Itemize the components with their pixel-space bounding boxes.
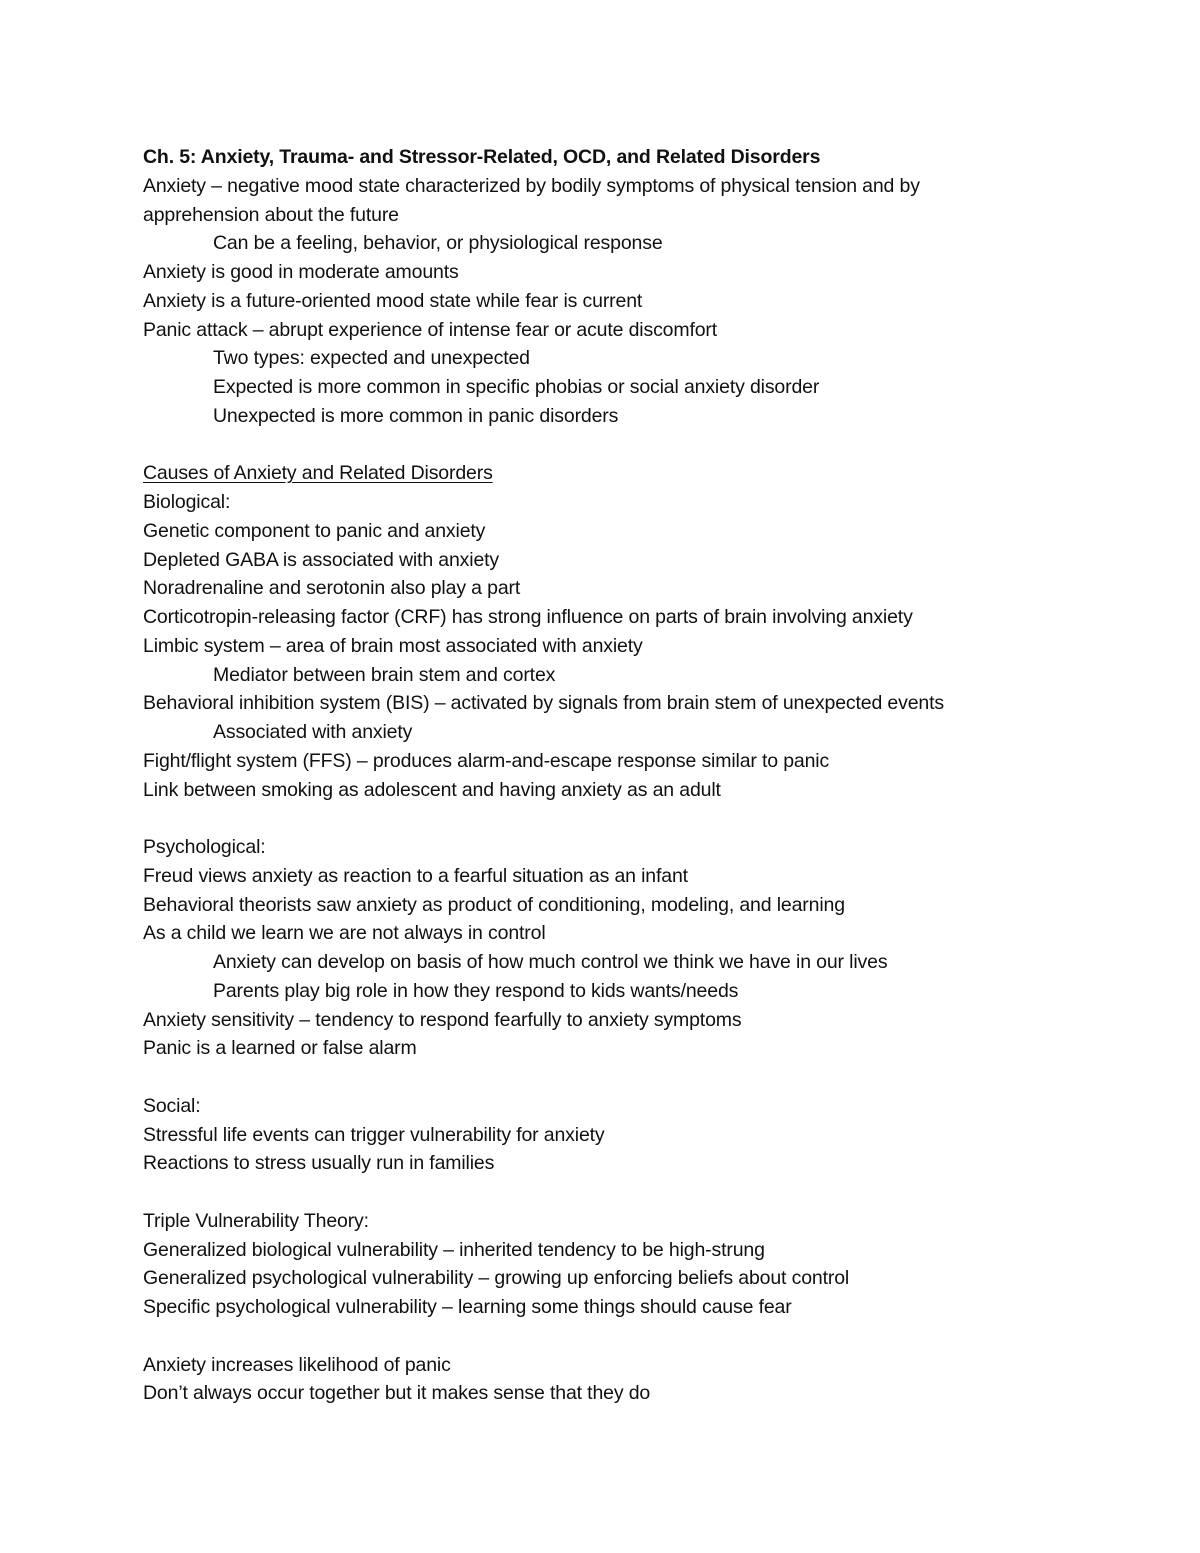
note-line: Anxiety increases likelihood of panic xyxy=(143,1353,451,1376)
note-line: Anxiety is a future-oriented mood state while fear is current xyxy=(143,289,643,312)
indented-note: Expected is more common in specific phobias or social anxiety disorder xyxy=(213,376,820,398)
blank-line xyxy=(143,431,1123,460)
definition-line: Generalized biological vulnerability – inherited tendency to be high-strung xyxy=(143,1238,765,1261)
definition-line: apprehension about the future xyxy=(143,203,399,226)
indented-note: Unexpected is more common in panic disorders xyxy=(213,404,619,427)
definition-line: Specific psychological vulnerability – learning some things should cause fear xyxy=(143,1296,792,1318)
definition-line: Panic attack – abrupt experience of intense fear or acute discomfort xyxy=(143,318,718,341)
blank-line xyxy=(143,1063,1123,1092)
definition-line: Limbic system – area of brain most associated with anxiety xyxy=(143,634,643,657)
note-line: Corticotropin-releasing factor (CRF) has strong influence on parts of brain involving anxiety xyxy=(143,606,913,628)
blank-line xyxy=(143,1178,1123,1207)
section-heading-causes: Causes of Anxiety and Related Disorders xyxy=(143,462,493,485)
subsection-label-biological: Biological: xyxy=(143,491,231,513)
blank-line xyxy=(143,1322,1123,1351)
indented-note: Anxiety can develop on basis of how much control we think we have in our lives xyxy=(213,951,888,973)
indented-note: Mediator between brain stem and cortex xyxy=(213,663,556,686)
indented-note: Can be a feeling, behavior, or physiological response xyxy=(213,232,663,255)
definition-line: Generalized psychological vulnerability – growing up enforcing beliefs about control xyxy=(143,1267,850,1290)
blank-line xyxy=(143,804,1123,833)
note-line: As a child we learn we are not always in control xyxy=(143,922,546,945)
definition-line: Fight/flight system (FFS) – produces alarm-and-escape response similar to panic xyxy=(143,749,830,772)
document-title: Ch. 5: Anxiety, Trauma- and Stressor-Related, OCD, and Related Disorders xyxy=(143,146,821,168)
note-line: Depleted GABA is associated with anxiety xyxy=(143,548,500,571)
indented-note: Parents play big role in how they respond to kids wants/needs xyxy=(213,979,739,1002)
note-line: Don’t always occur together but it makes sense that they do xyxy=(143,1382,651,1405)
indented-note: Associated with anxiety xyxy=(213,721,413,743)
indented-note: Two types: expected and unexpected xyxy=(213,347,530,370)
note-line: Behavioral theorists saw anxiety as product of conditioning, modeling, and learning xyxy=(143,893,845,916)
note-line: Noradrenaline and serotonin also play a part xyxy=(143,577,521,600)
note-line: Reactions to stress usually run in families xyxy=(143,1152,495,1175)
note-line: Link between smoking as adolescent and having anxiety as an adult xyxy=(143,778,721,801)
note-line: Anxiety is good in moderate amounts xyxy=(143,261,459,283)
subsection-label-social: Social: xyxy=(143,1094,201,1117)
subsection-label-triple-vulnerability: Triple Vulnerability Theory: xyxy=(143,1209,369,1232)
note-line: Freud views anxiety as reaction to a fearful situation as an infant xyxy=(143,864,688,887)
note-line: Genetic component to panic and anxiety xyxy=(143,519,486,542)
definition-line: Behavioral inhibition system (BIS) – activated by signals from brain stem of unexpected events xyxy=(143,692,944,715)
subsection-label-psychological: Psychological: xyxy=(143,836,266,858)
document-page xyxy=(143,143,1123,1408)
definition-line: Anxiety sensitivity – tendency to respond fearfully to anxiety symptoms xyxy=(143,1008,742,1031)
definition-line: Anxiety – negative mood state characterized by bodily symptoms of physical tension and by xyxy=(143,174,920,197)
note-line: Stressful life events can trigger vulnerability for anxiety xyxy=(143,1123,605,1146)
note-line: Panic is a learned or false alarm xyxy=(143,1037,417,1060)
